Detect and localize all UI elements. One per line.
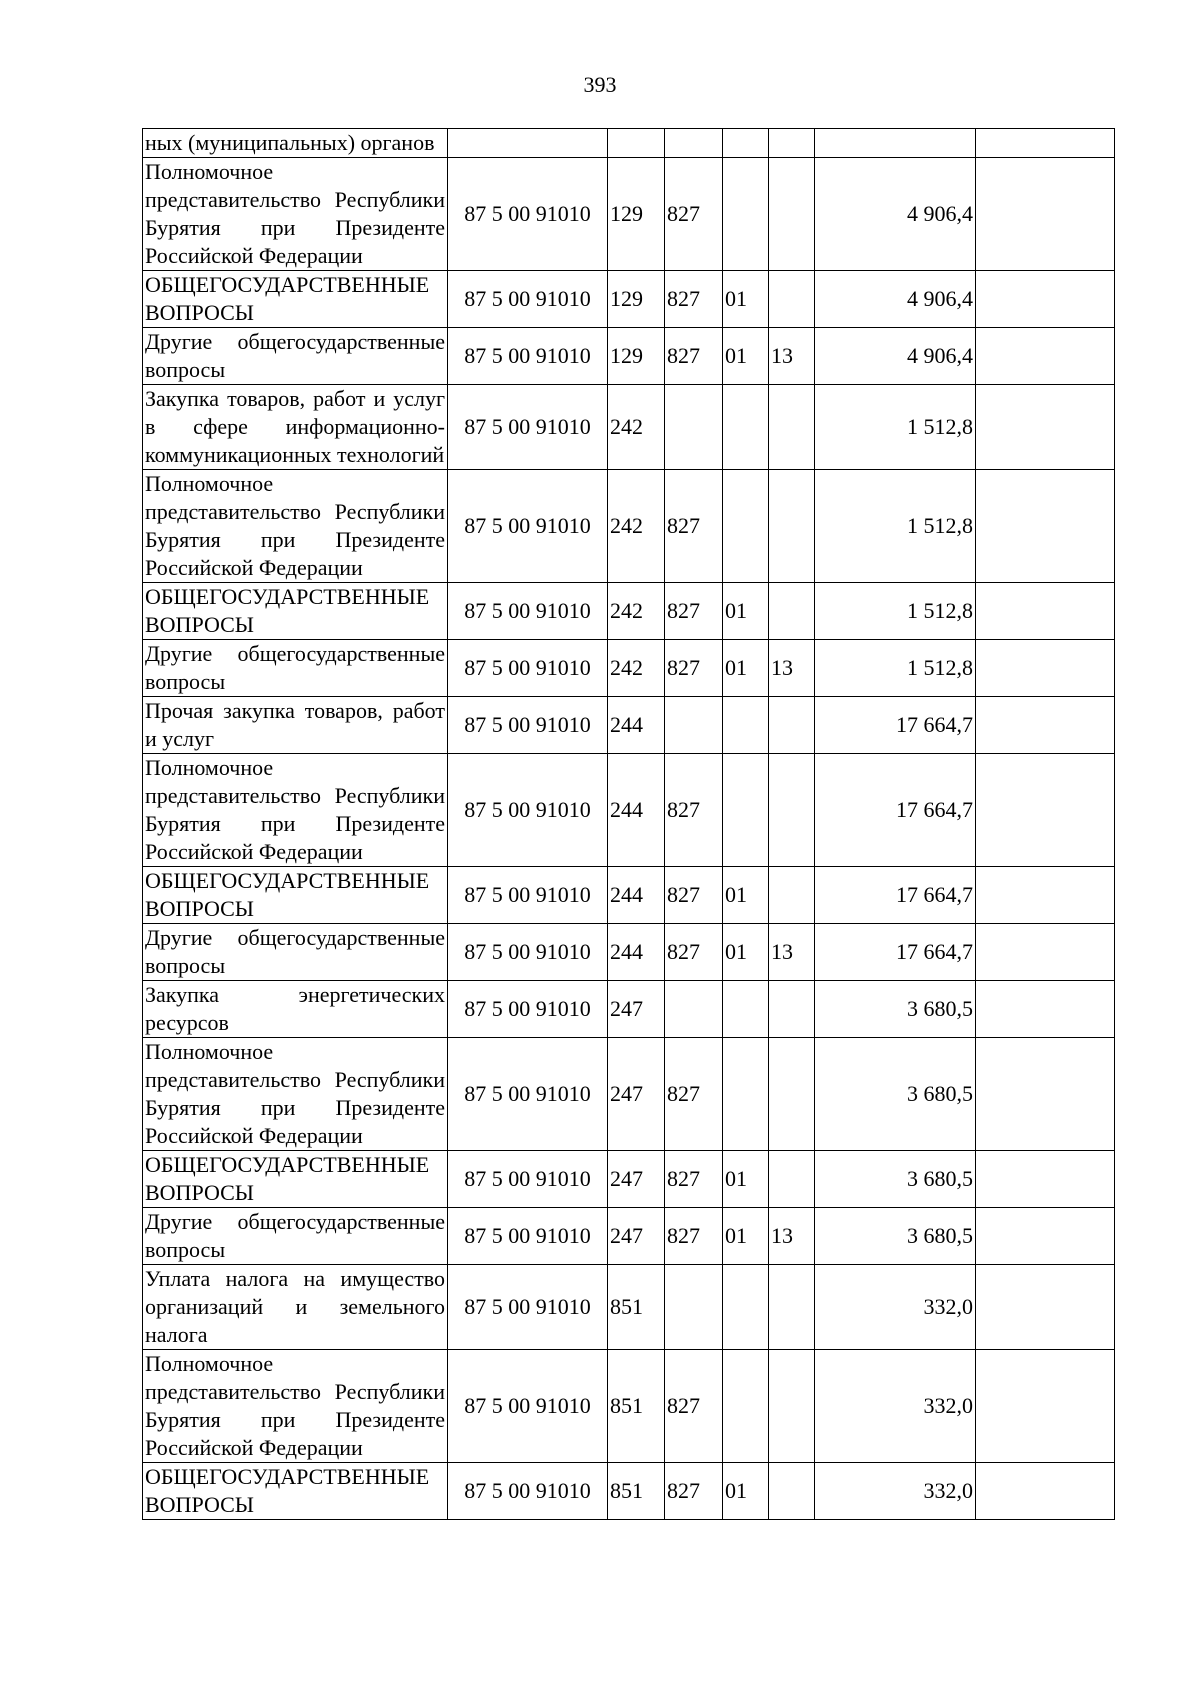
target-article-cell: 87 5 00 91010 — [448, 1151, 608, 1208]
table-row — [143, 1038, 1115, 1151]
target-article-cell: 87 5 00 91010 — [448, 583, 608, 640]
subsection-cell: 13 — [769, 924, 815, 981]
main-manager-cell — [665, 697, 723, 754]
target-article-cell: 87 5 00 91010 — [448, 385, 608, 470]
extra-cell — [976, 385, 1115, 470]
expense-type-cell: 851 — [608, 1350, 665, 1463]
target-article-cell: 87 5 00 91010 — [448, 158, 608, 271]
row-name-cell: ОБЩЕГОСУДАРСТВЕННЫЕ ВОПРОСЫ — [143, 583, 448, 640]
extra-cell — [976, 129, 1115, 158]
expense-type-cell: 851 — [608, 1463, 665, 1520]
target-article-cell: 87 5 00 91010 — [448, 697, 608, 754]
row-name-cell: Полномочное представительство Республики Бурятия при Президенте Российской Федерации — [143, 470, 448, 583]
row-name-cell: Другие общегосударственные вопросы — [143, 924, 448, 981]
subsection-cell — [769, 981, 815, 1038]
section-cell — [723, 1350, 769, 1463]
main-manager-cell: 827 — [665, 470, 723, 583]
expense-type-cell: 247 — [608, 981, 665, 1038]
main-manager-cell: 827 — [665, 583, 723, 640]
subsection-cell — [769, 271, 815, 328]
subsection-cell — [769, 697, 815, 754]
main-manager-cell — [665, 385, 723, 470]
amount-cell: 332,0 — [815, 1463, 976, 1520]
expense-type-cell: 129 — [608, 271, 665, 328]
extra-cell — [976, 924, 1115, 981]
row-name-cell: ОБЩЕГОСУДАРСТВЕННЫЕ ВОПРОСЫ — [143, 1151, 448, 1208]
subsection-cell — [769, 129, 815, 158]
budget-table — [142, 128, 1115, 1520]
target-article-cell: 87 5 00 91010 — [448, 924, 608, 981]
extra-cell — [976, 697, 1115, 754]
extra-cell — [976, 1350, 1115, 1463]
extra-cell — [976, 1463, 1115, 1520]
row-name-cell: Другие общегосударственные вопросы — [143, 640, 448, 697]
amount-cell: 332,0 — [815, 1265, 976, 1350]
amount-cell — [815, 129, 976, 158]
target-article-cell: 87 5 00 91010 — [448, 640, 608, 697]
amount-cell: 4 906,4 — [815, 158, 976, 271]
subsection-cell — [769, 385, 815, 470]
extra-cell — [976, 1151, 1115, 1208]
expense-type-cell — [608, 129, 665, 158]
amount-cell: 1 512,8 — [815, 470, 976, 583]
section-cell — [723, 158, 769, 271]
target-article-cell: 87 5 00 91010 — [448, 271, 608, 328]
table-row — [143, 1350, 1115, 1463]
table-row — [143, 328, 1115, 385]
section-cell — [723, 697, 769, 754]
target-article-cell: 87 5 00 91010 — [448, 1265, 608, 1350]
extra-cell — [976, 1038, 1115, 1151]
amount-cell: 3 680,5 — [815, 1038, 976, 1151]
table-row — [143, 640, 1115, 697]
section-cell: 01 — [723, 640, 769, 697]
expense-type-cell: 244 — [608, 697, 665, 754]
subsection-cell — [769, 470, 815, 583]
amount-cell: 1 512,8 — [815, 583, 976, 640]
row-name-cell: Полномочное представительство Республики Бурятия при Президенте Российской Федерации — [143, 754, 448, 867]
subsection-cell — [769, 1265, 815, 1350]
row-name-cell: ОБЩЕГОСУДАРСТВЕННЫЕ ВОПРОСЫ — [143, 1463, 448, 1520]
subsection-cell — [769, 867, 815, 924]
table-row — [143, 583, 1115, 640]
subsection-cell: 13 — [769, 1208, 815, 1265]
table-row — [143, 1151, 1115, 1208]
extra-cell — [976, 981, 1115, 1038]
subsection-cell — [769, 583, 815, 640]
extra-cell — [976, 640, 1115, 697]
main-manager-cell: 827 — [665, 1463, 723, 1520]
row-name-cell: Уплата налога на имущество организаций и земельного налога — [143, 1265, 448, 1350]
expense-type-cell: 244 — [608, 867, 665, 924]
expense-type-cell: 244 — [608, 754, 665, 867]
amount-cell: 3 680,5 — [815, 1151, 976, 1208]
table-row — [143, 1265, 1115, 1350]
row-name-cell: Закупка энергетических ресурсов — [143, 981, 448, 1038]
main-manager-cell: 827 — [665, 754, 723, 867]
subsection-cell — [769, 1038, 815, 1151]
row-name-cell: Другие общегосударственные вопросы — [143, 328, 448, 385]
extra-cell — [976, 470, 1115, 583]
expense-type-cell: 242 — [608, 640, 665, 697]
row-name-cell: ОБЩЕГОСУДАРСТВЕННЫЕ ВОПРОСЫ — [143, 867, 448, 924]
table-row — [143, 1208, 1115, 1265]
table-row — [143, 924, 1115, 981]
main-manager-cell — [665, 1265, 723, 1350]
amount-cell: 4 906,4 — [815, 328, 976, 385]
amount-cell: 332,0 — [815, 1350, 976, 1463]
amount-cell: 17 664,7 — [815, 867, 976, 924]
main-manager-cell: 827 — [665, 867, 723, 924]
expense-type-cell: 242 — [608, 583, 665, 640]
main-manager-cell: 827 — [665, 1038, 723, 1151]
extra-cell — [976, 158, 1115, 271]
main-manager-cell: 827 — [665, 158, 723, 271]
subsection-cell — [769, 1151, 815, 1208]
main-manager-cell: 827 — [665, 328, 723, 385]
amount-cell: 17 664,7 — [815, 697, 976, 754]
main-manager-cell: 827 — [665, 1151, 723, 1208]
extra-cell — [976, 1265, 1115, 1350]
main-manager-cell: 827 — [665, 924, 723, 981]
extra-cell — [976, 754, 1115, 867]
section-cell: 01 — [723, 1208, 769, 1265]
main-manager-cell: 827 — [665, 1208, 723, 1265]
section-cell — [723, 470, 769, 583]
section-cell — [723, 754, 769, 867]
expense-type-cell: 242 — [608, 470, 665, 583]
main-manager-cell — [665, 981, 723, 1038]
amount-cell: 4 906,4 — [815, 271, 976, 328]
row-name-cell: Прочая закупка товаров, работ и услуг — [143, 697, 448, 754]
section-cell — [723, 981, 769, 1038]
amount-cell: 3 680,5 — [815, 1208, 976, 1265]
expense-type-cell: 851 — [608, 1265, 665, 1350]
section-cell — [723, 1265, 769, 1350]
target-article-cell: 87 5 00 91010 — [448, 328, 608, 385]
main-manager-cell: 827 — [665, 1350, 723, 1463]
section-cell: 01 — [723, 271, 769, 328]
subsection-cell — [769, 754, 815, 867]
table-row — [143, 697, 1115, 754]
extra-cell — [976, 271, 1115, 328]
budget-table-body — [143, 129, 1115, 1520]
subsection-cell: 13 — [769, 640, 815, 697]
extra-cell — [976, 1208, 1115, 1265]
row-name-cell: ных (муниципальных) органов — [143, 129, 448, 158]
section-cell: 01 — [723, 583, 769, 640]
extra-cell — [976, 867, 1115, 924]
target-article-cell: 87 5 00 91010 — [448, 1038, 608, 1151]
table-row — [143, 1463, 1115, 1520]
main-manager-cell — [665, 129, 723, 158]
table-row — [143, 385, 1115, 470]
amount-cell: 17 664,7 — [815, 924, 976, 981]
section-cell — [723, 129, 769, 158]
subsection-cell — [769, 1350, 815, 1463]
amount-cell: 1 512,8 — [815, 385, 976, 470]
target-article-cell: 87 5 00 91010 — [448, 754, 608, 867]
amount-cell: 17 664,7 — [815, 754, 976, 867]
row-name-cell: ОБЩЕГОСУДАРСТВЕННЫЕ ВОПРОСЫ — [143, 271, 448, 328]
expense-type-cell: 247 — [608, 1038, 665, 1151]
table-row — [143, 129, 1115, 158]
target-article-cell: 87 5 00 91010 — [448, 470, 608, 583]
subsection-cell — [769, 158, 815, 271]
target-article-cell — [448, 129, 608, 158]
table-row — [143, 867, 1115, 924]
amount-cell: 3 680,5 — [815, 981, 976, 1038]
row-name-cell: Закупка товаров, работ и услуг в сфере информационно-коммуникационных технологий — [143, 385, 448, 470]
expense-type-cell: 247 — [608, 1151, 665, 1208]
target-article-cell: 87 5 00 91010 — [448, 1463, 608, 1520]
table-row — [143, 981, 1115, 1038]
row-name-cell: Полномочное представительство Республики Бурятия при Президенте Российской Федерации — [143, 1350, 448, 1463]
extra-cell — [976, 328, 1115, 385]
subsection-cell: 13 — [769, 328, 815, 385]
row-name-cell: Полномочное представительство Республики Бурятия при Президенте Российской Федерации — [143, 1038, 448, 1151]
page-number: 393 — [583, 72, 617, 97]
table-row — [143, 158, 1115, 271]
expense-type-cell: 242 — [608, 385, 665, 470]
amount-cell: 1 512,8 — [815, 640, 976, 697]
section-cell: 01 — [723, 328, 769, 385]
table-row — [143, 271, 1115, 328]
main-manager-cell: 827 — [665, 271, 723, 328]
expense-type-cell: 247 — [608, 1208, 665, 1265]
expense-type-cell: 244 — [608, 924, 665, 981]
subsection-cell — [769, 1463, 815, 1520]
target-article-cell: 87 5 00 91010 — [448, 867, 608, 924]
expense-type-cell: 129 — [608, 328, 665, 385]
table-row — [143, 470, 1115, 583]
extra-cell — [976, 583, 1115, 640]
table-row — [143, 754, 1115, 867]
section-cell: 01 — [723, 1463, 769, 1520]
expense-type-cell: 129 — [608, 158, 665, 271]
main-manager-cell: 827 — [665, 640, 723, 697]
section-cell: 01 — [723, 867, 769, 924]
target-article-cell: 87 5 00 91010 — [448, 1208, 608, 1265]
row-name-cell: Полномочное представительство Республики Бурятия при Президенте Российской Федерации — [143, 158, 448, 271]
section-cell — [723, 1038, 769, 1151]
section-cell — [723, 385, 769, 470]
section-cell: 01 — [723, 924, 769, 981]
row-name-cell: Другие общегосударственные вопросы — [143, 1208, 448, 1265]
target-article-cell: 87 5 00 91010 — [448, 981, 608, 1038]
section-cell: 01 — [723, 1151, 769, 1208]
target-article-cell: 87 5 00 91010 — [448, 1350, 608, 1463]
